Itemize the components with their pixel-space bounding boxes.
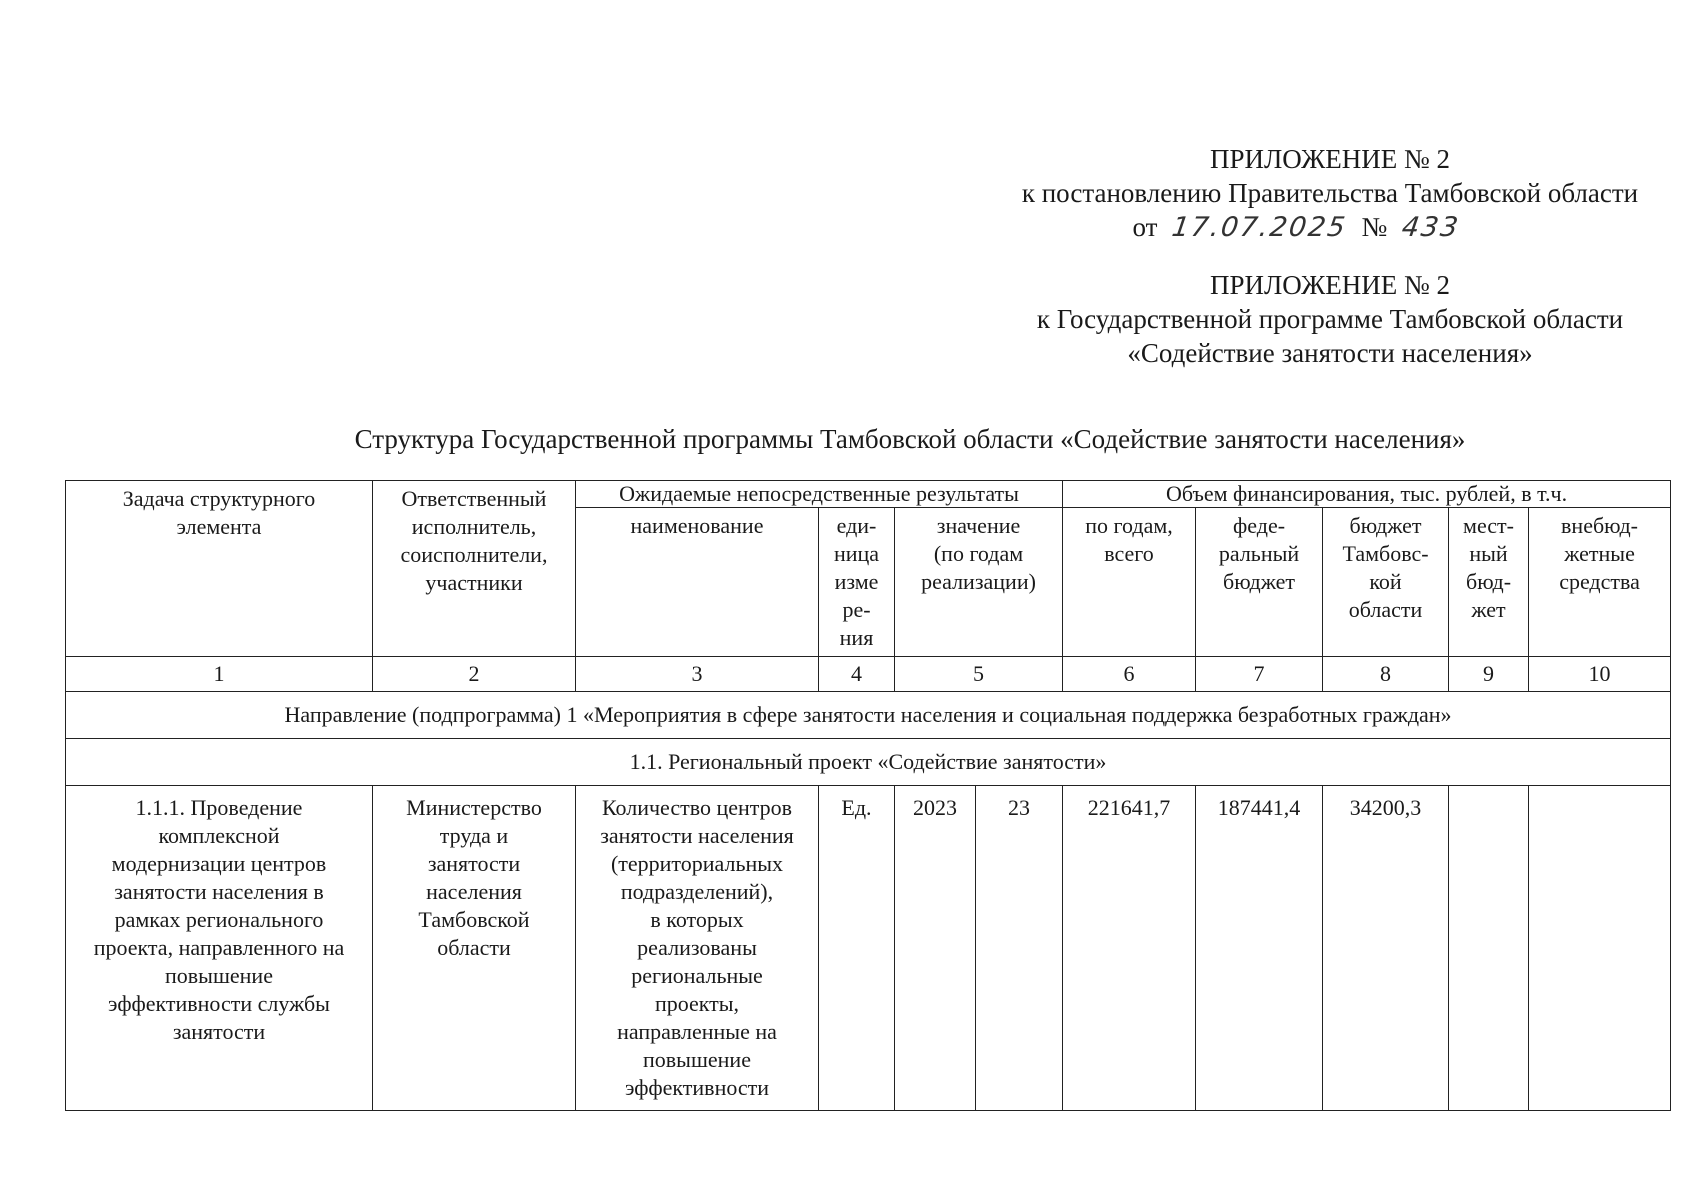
- header-text: области: [1348, 597, 1423, 622]
- appendix-program-line: к Государственной программе Тамбовской области: [1036, 304, 1624, 334]
- cell-local-budget: [1449, 786, 1529, 1111]
- document-title: Структура Государственной программы Тамбовской области «Содействие занятости населения»: [354, 424, 1466, 454]
- cell-text: модернизации центров: [111, 851, 327, 876]
- header-text: наименование: [630, 513, 764, 538]
- column-number: 6: [1063, 657, 1196, 692]
- header-row-1: [66, 481, 1671, 508]
- cell-text: реализованы: [637, 935, 757, 960]
- header-text: исполнитель,: [411, 514, 537, 539]
- header-expected-results: Ожидаемые непосредственные результаты: [576, 481, 1063, 508]
- cell-text: эффективности: [624, 1075, 770, 1100]
- cell-extra-budget: [1529, 786, 1671, 1111]
- cell-text: труда и: [439, 823, 509, 848]
- header-task: [66, 481, 373, 657]
- appendix-program-name: «Содействие занятости населения»: [1127, 338, 1533, 368]
- header-text: жетные: [1564, 541, 1635, 566]
- header-local: [1449, 508, 1529, 657]
- header-text: бюджет: [1223, 569, 1296, 594]
- cell-text: (территориальных: [610, 851, 784, 876]
- header-text: кой: [1369, 569, 1402, 594]
- header-text: бюджет: [1349, 513, 1422, 538]
- cell-text: региональные: [631, 963, 763, 988]
- date-prefix: от: [1132, 212, 1158, 242]
- column-number: 2: [373, 657, 576, 692]
- header-text: соисполнители,: [400, 542, 548, 567]
- header-federal: [1196, 508, 1323, 657]
- header-text: значение: [936, 513, 1021, 538]
- header-text: Ответственный: [401, 486, 547, 511]
- header-text: ния: [839, 625, 874, 650]
- structure-table: [65, 480, 1671, 1111]
- cell-regional-budget: 34200,3: [1323, 786, 1449, 1111]
- header-text: средства: [1559, 569, 1640, 594]
- column-number: 7: [1196, 657, 1323, 692]
- cell-text: области: [437, 935, 511, 960]
- appendix-header-resolution: [1000, 142, 1660, 245]
- cell-text: занятости населения в: [114, 879, 324, 904]
- header-regional: [1323, 508, 1449, 657]
- header-text: Задача структурного: [122, 486, 316, 511]
- header-text: мест-: [1463, 513, 1514, 538]
- number-sign: №: [1361, 212, 1388, 242]
- cell-text: Количество центров: [601, 795, 793, 820]
- cell-task: [66, 786, 373, 1111]
- cell-result-name: [576, 786, 819, 1111]
- cell-text: занятости: [427, 851, 521, 876]
- column-number: 5: [895, 657, 1063, 692]
- direction-row: [66, 692, 1671, 739]
- handwritten-date: 17.07.2025: [1170, 212, 1349, 243]
- header-text: бюд-: [1466, 569, 1512, 594]
- column-number: 9: [1449, 657, 1529, 692]
- header-text: внебюд-: [1561, 513, 1639, 538]
- cell-text: Тамбовской: [418, 907, 530, 932]
- header-text: феде-: [1233, 513, 1286, 538]
- cell-unit: Ед.: [819, 786, 895, 1111]
- cell-text: 1.1.1. Проведение: [135, 795, 303, 820]
- header-financing: Объем финансирования, тыс. рублей, в т.ч.: [1063, 481, 1671, 508]
- appendix-resolution-line: к постановлению Правительства Тамбовской области: [1021, 178, 1639, 208]
- cell-text: занятости: [172, 1019, 266, 1044]
- header-text: Тамбовс-: [1342, 541, 1429, 566]
- column-numbers-row: [66, 657, 1671, 692]
- direction-title: Направление (подпрограмма) 1 «Мероприятия в сфере занятости населения и социальная поддержка безработных граждан»: [66, 692, 1671, 739]
- header-text: (по годам: [933, 541, 1024, 566]
- cell-text: проекта, направленного на: [93, 935, 345, 960]
- appendix-header-program: [1000, 268, 1660, 370]
- header-text: ральный: [1218, 541, 1300, 566]
- header-by-years: [1063, 508, 1196, 657]
- column-number: 4: [819, 657, 895, 692]
- header-text: ре-: [842, 597, 871, 622]
- header-text: всего: [1104, 541, 1154, 566]
- appendix-title: ПРИЛОЖЕНИЕ № 2: [1209, 270, 1451, 300]
- cell-year: 2023: [895, 786, 976, 1111]
- header-extra: [1529, 508, 1671, 657]
- header-text: еди-: [836, 513, 877, 538]
- cell-text: в которых: [650, 907, 744, 932]
- header-executor: [373, 481, 576, 657]
- cell-executor: [373, 786, 576, 1111]
- cell-value: 23: [976, 786, 1063, 1111]
- project-title: 1.1. Региональный проект «Содействие занятости»: [66, 739, 1671, 786]
- column-number: 1: [66, 657, 373, 692]
- cell-text: повышение: [643, 1047, 751, 1072]
- cell-text: повышение: [165, 963, 273, 988]
- header-unit: [819, 508, 895, 657]
- header-value: [895, 508, 1063, 657]
- appendix-date-line: [1000, 210, 1660, 245]
- cell-by-years-total: 221641,7: [1063, 786, 1196, 1111]
- cell-text: занятости населения: [600, 823, 794, 848]
- column-number: 3: [576, 657, 819, 692]
- cell-text: подразделений),: [620, 879, 774, 904]
- header-text: ница: [833, 541, 880, 566]
- appendix-title: ПРИЛОЖЕНИЕ № 2: [1209, 144, 1451, 174]
- column-number: 10: [1529, 657, 1671, 692]
- header-result-name: [576, 508, 819, 657]
- project-row: [66, 739, 1671, 786]
- cell-text: населения: [426, 879, 522, 904]
- header-text: реализации): [921, 569, 1036, 594]
- column-number: 8: [1323, 657, 1449, 692]
- cell-text: комплексной: [158, 823, 280, 848]
- handwritten-number: 433: [1399, 212, 1462, 243]
- table-row: [66, 786, 1671, 1111]
- header-text: по годам,: [1085, 513, 1173, 538]
- header-text: элемента: [176, 514, 262, 539]
- cell-text: проекты,: [654, 991, 740, 1016]
- header-text: ный: [1469, 541, 1508, 566]
- cell-text: рамках регионального: [114, 907, 324, 932]
- cell-text: Министерство: [406, 795, 542, 820]
- header-text: жет: [1471, 597, 1506, 622]
- header-text: изме: [834, 569, 879, 594]
- cell-text: эффективности службы: [108, 991, 330, 1016]
- cell-federal-budget: 187441,4: [1196, 786, 1323, 1111]
- cell-text: направленные на: [617, 1019, 777, 1044]
- header-text: участники: [425, 570, 523, 595]
